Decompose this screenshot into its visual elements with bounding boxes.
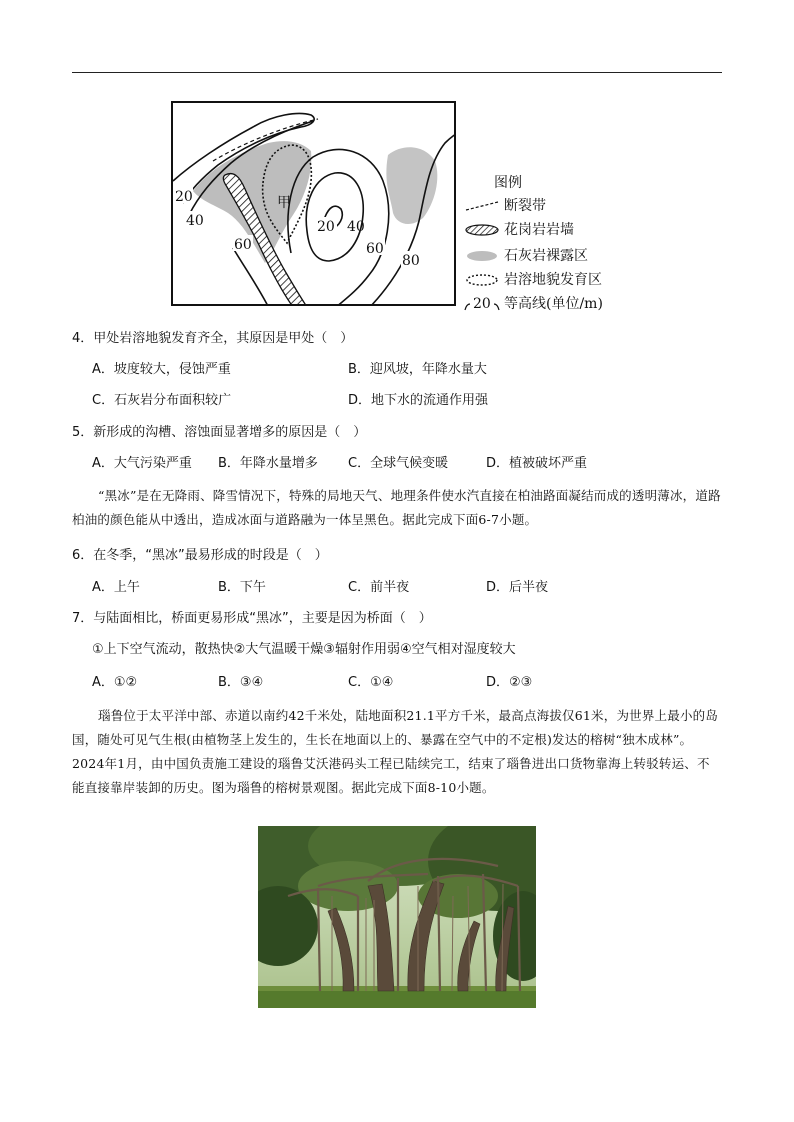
legend-label: 断裂带 bbox=[504, 198, 546, 214]
question-7-option-a[interactable]: A．①② bbox=[92, 675, 138, 690]
question-7-option-b[interactable]: B．③④ bbox=[218, 675, 264, 690]
contour-label: 60 bbox=[234, 237, 252, 253]
question-6-option-d[interactable]: D．后半夜 bbox=[486, 580, 549, 595]
question-6-option-c[interactable]: C．前半夜 bbox=[348, 580, 410, 595]
contour-label: 40 bbox=[186, 213, 204, 229]
question-4-option-d[interactable]: D．地下水的流通作用强 bbox=[348, 393, 489, 408]
passage-black-ice: “黑冰”是在无降雨、降雪情况下，特殊的局地天气、地理条件使水汽直接在柏油路面凝结而成的透明薄冰，道路柏油的颜色能从中透出，造成冰面与道路融为一体呈黑色。据此完成下面6-7小题。 bbox=[72, 488, 721, 527]
legend-label: 石灰岩裸露区 bbox=[504, 248, 588, 264]
question-6: 6．在冬季，“黑冰”最易形成的时段是（ ） bbox=[72, 548, 328, 563]
question-7-option-d[interactable]: D．②③ bbox=[486, 675, 533, 690]
contour-inner-40 bbox=[306, 173, 363, 261]
contour-label: 20 bbox=[175, 189, 193, 205]
legend-label: 花岗岩岩墙 bbox=[504, 222, 574, 238]
passage-nauru: 瑙鲁位于太平洋中部、赤道以南约42千米处，陆地面积21.1平方千米，最高点海拔仅61米，为世界上最小的岛国，随处可见气生根(由植物茎上发生的，生长在地面以上的、暴露在空气中的不定根)发达的榕树“独木成林”。2024年1月，由中国负责施工建设的瑙鲁艾沃港码头工程已陆续完工，结束了瑙鲁进出口货物靠海上转驳转运、不能直接靠岸装卸的历史。图为瑙鲁的榕树景观图。据此完成下面8-10小题。 bbox=[72, 708, 719, 795]
banyan-tree-photo bbox=[258, 826, 536, 1008]
hatched-ellipse-icon bbox=[464, 222, 500, 238]
contour-label: 20 bbox=[317, 219, 335, 235]
question-5: 5．新形成的沟槽、溶蚀面显著增多的原因是（ ） bbox=[72, 425, 367, 440]
question-7: 7．与陆面相比，桥面更易形成“黑冰”，主要是因为桥面（ ） bbox=[72, 611, 432, 626]
contour-label: 80 bbox=[402, 253, 420, 269]
contour-label: 60 bbox=[366, 241, 384, 257]
question-4: 4．甲处岩溶地貌发育齐全，其原因是甲处（ ） bbox=[72, 331, 354, 346]
legend-label: 等高线(单位/m) bbox=[504, 296, 603, 312]
place-label-jia: 甲 bbox=[277, 195, 291, 211]
question-4-option-b[interactable]: B．迎风坡，年降水量大 bbox=[348, 362, 487, 377]
contour-label: 40 bbox=[347, 219, 365, 235]
question-5-option-b[interactable]: B．年降水量增多 bbox=[218, 456, 318, 471]
dotted-ellipse-icon bbox=[464, 272, 500, 288]
question-4-option-c[interactable]: C．石灰岩分布面积较广 bbox=[92, 393, 232, 408]
header-rule bbox=[72, 72, 722, 73]
dashed-line-icon bbox=[464, 198, 500, 214]
legend-contour-value: 20 bbox=[473, 296, 491, 312]
contour-map bbox=[171, 101, 456, 306]
legend-label: 岩溶地貌发育区 bbox=[504, 272, 602, 288]
legend-title: 图例 bbox=[494, 175, 522, 191]
question-6-option-b[interactable]: B．下午 bbox=[218, 580, 266, 595]
question-7-option-c[interactable]: C．①④ bbox=[348, 675, 394, 690]
question-4-option-a[interactable]: A．坡度较大，侵蚀严重 bbox=[92, 362, 231, 377]
question-5-option-d[interactable]: D．植被破坏严重 bbox=[486, 456, 588, 471]
limestone-area bbox=[386, 147, 437, 224]
gray-patch-icon bbox=[464, 248, 500, 264]
question-7-statements: ①上下空气流动，散热快②大气温暖干燥③辐射作用弱④空气相对湿度较大 bbox=[92, 642, 516, 657]
question-6-option-a[interactable]: A．上午 bbox=[92, 580, 140, 595]
question-5-option-c[interactable]: C．全球气候变暖 bbox=[348, 456, 449, 471]
question-5-option-a[interactable]: A．大气污染严重 bbox=[92, 456, 192, 471]
